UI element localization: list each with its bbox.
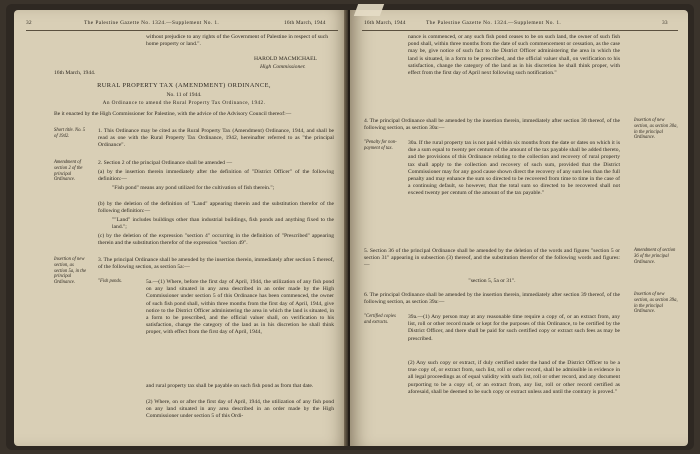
right-page-header-date: 16th March, 1944 [364,20,406,26]
signatory-title: High Commissioner. [260,64,306,70]
section-5a-1: 5a.—(1) Where, before the first day of April, 1944, the utilization of any fish pond on any land situated in any area described in an order made by the High Commissioner under section 5 of this Ordinance has been commenced, the owner of such fish pond shall, within three months from the first day of April, 1944, give notice to the District Officer administering the area in which the land is situated, in a form to be prescribed, and the official valuer shall, on verification to his satisfaction, change the category of the land as in his discretion he shall think proper, with effect from the first day of April, 1944, [146,279,334,336]
margin-note-section-39a: Insertion of new section, as section 39a, in the principal Ordinance. [634,292,678,315]
left-page-header-date: 16th March, 1944 [284,20,326,26]
section-4: 4. The principal Ordinance shall be amended by the insertion therein, immediately after section 30 thereof, of the following section, as section 30a:— [364,118,620,132]
left-header-rule [26,30,338,31]
section-2a: (a) by the insertion therein immediately after the definition of "District Officer" of the following definition:— [98,169,334,183]
section-2a-definition: "Fish pond" means any pond utilized for the cultivation of fish therein."; [112,185,275,191]
continued-text: nance is commenced, or any such fish pond ceases to be on such land, the owner of such fish pond shall, within three months from the date of such commencement or cessation, as the case may be, give notice of such fact to the District Officer administering the area in which the land is situated, in a form to be prescribed, and the official valuer shall, on verification to his satisfaction, change the category of the land as in his discretion he shall think proper, with effect from the first day of April next following such notification." [408,34,620,77]
left-page-number: 32 [26,20,32,26]
left-page-header-title: The Palestine Gazette No. 1324.—Supplement No. 1. [84,20,220,26]
section-6: 6. The principal Ordinance shall be amended by the insertion therein, immediately after section 39 thereof, of the following section, as section 39a:— [364,292,620,306]
section-2c: (c) by the deletion of the expression "section 4" occurring in the definition of "Prescribed" appearing therein and the substitution therefor of the expression "section 49". [98,233,334,247]
margin-note-section-2: Amendment of section 2 of the principal Ordinance. [54,160,83,183]
left-page [14,10,348,446]
book [6,4,694,450]
section-2b: (b) by the deletion of the definition of "Land" appearing therein and the substitution therefor of the following definition:— [98,201,334,215]
right-header-rule [362,30,678,31]
section-2: 2. Section 2 of the principal Ordinance shall be amended — [98,160,233,166]
date-line: 16th March, 1944. [54,70,96,76]
ordinance-subtitle: An Ordinance to amend the Rural Property Tax Ordinance, 1942. [102,100,266,106]
section-1: 1. This Ordinance may be cited as the Rural Property Tax (Amendment) Ordinance, 1944, and shall be read as one with the Rural Property Tax Ordinance, 1942, hereinafter referred to as "the principal Ordinance". [98,128,334,149]
section-39a-1: 39a.—(1) Any person may at any reasonable time require a copy of, or an extract from, any list, roll or other record made or kept for the purposes of this Ordinance, to be certified by the District Officer, and there shall be paid for such certified copy or extract such fees as may be prescribed. [408,314,620,342]
section-5-quote: "section 5, 5a or 31". [468,278,516,284]
right-page-number: 33 [662,20,668,26]
inner-margin-certified-copies: "Certified copies and extracts. [364,314,396,325]
section-2b-definition: ""Land" includes buildings other than industrial buildings, fish ponds and anything fixed to the land."; [112,217,334,231]
intro-text: without prejudice to any rights of the Government of Palestine in respect of such home property or land.". [146,34,328,48]
right-page-header-title: The Palestine Gazette No. 1324.—Supplement No. 1. [426,20,562,26]
section-30a: 30a. If the rural property tax is not paid within six months from the date or dates on which it is due a sum equal to twenty per centum of the amount of the tax payable shall be added thereto, and the provisions of this Ordinance relating to the collection and recovery of rural property tax shall apply to the collection and recovery of such sum, provided that the District Commissioner may for any good cause shown direct the recovery of any sum less than the full penalty and may enhance the sum so directed to be recovered from time to time in the case of a continuing default, so however, that the total sum so directed to be recovered shall not exceed twenty per centum of the amount of the tax payable." [408,140,620,197]
section-5a-2: (2) Where, on or after the first day of April, 1944, the utilization of any fish pond on any land situated in any area described in an order made by the High Commissioner under section 5 of this Ordi- [146,399,334,420]
margin-note-section-5a: Insertion of new section, as section 5a, in the principal Ordinance. [54,257,87,286]
ordinance-number: No. 11 of 1944. [166,92,202,98]
margin-note-section-30a: Insertion of new section, as section 30a, in the principal Ordinance. [634,118,678,141]
section-3: 3. The principal Ordinance shall be amended by the insertion therein, immediately after section 5 thereof, of the following section, as section 5a:— [98,257,334,271]
paper-tab [354,4,384,16]
margin-note-section-36: Amendment of section 36 of the principal Ordinance. [634,248,676,265]
section-5: 5. Section 36 of the principal Ordinance shall be amended by the deletion of the words and figures "section 5 or section 31" appearing in subsection (3) thereof, and the substitution therefor of the following words and figures:— [364,248,620,269]
inner-margin-fish-ponds: "Fish ponds. [98,279,122,284]
signatory-name: HAROLD MACMICHAEL [254,56,317,62]
section-39a-2: (2) Any such copy or extract, if duly certified under the hand of the District Officer to be a true copy of, or extract from, such list, roll or other record, shall be admissible in evidence in all legal proceedings as of equal validity with such list, roll or other record, and any document purporting to be a copy of, or an extract from, any list, roll or other record certified as aforesaid, shall be deemed to be such copy or extract unless and until the contrary is proved." [408,360,620,395]
right-page [350,10,688,446]
inner-margin-penalty: "Penalty for non-payment of tax. [364,140,397,151]
ordinance-title: RURAL PROPERTY TAX (AMENDMENT) ORDINANCE, [97,82,271,89]
enactment-clause: Be it enacted by the High Commissioner for Palestine, with the advice of the Advisory Council thereof:— [54,111,292,117]
section-5a-1-end: and rural property tax shall be payable on such fish pond as from that date. [146,383,314,389]
margin-note-short-title: Short title. No. 5 of 1942. [54,128,86,139]
